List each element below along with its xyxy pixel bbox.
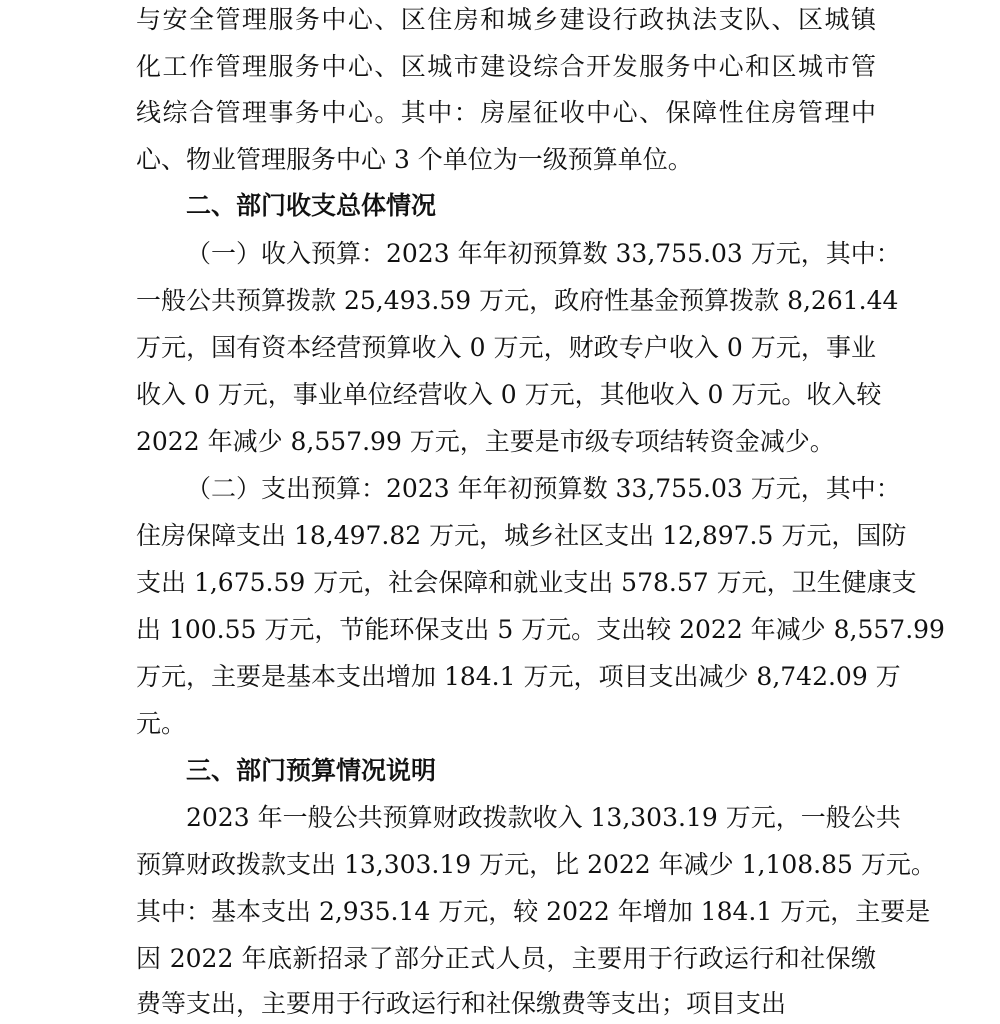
paragraph-line: 万元，国有资本经营预算收入 0 万元，财政专户收入 0 万元，事业 bbox=[136, 333, 876, 362]
paragraph-line: 2022 年减少 8,557.99 万元，主要是市级专项结转资金减少。 bbox=[136, 427, 835, 456]
paragraph-line: 其中：基本支出 2,935.14 万元，较 2022 年增加 184.1 万元，主要是 bbox=[136, 897, 931, 926]
paragraph-line: 2023 年一般公共预算财政拨款收入 13,303.19 万元，一般公共 bbox=[186, 803, 901, 832]
paragraph-line: 元。 bbox=[136, 709, 187, 738]
paragraph-line: （一）收入预算：2023 年年初预算数 33,755.03 万元，其中： bbox=[186, 239, 901, 268]
paragraph-line: 出 100.55 万元，节能环保支出 5 万元。支出较 2022 年减少 8,557.99 bbox=[136, 615, 945, 644]
paragraph-line: 线综合管理事务中心。其中：房屋征收中心、保障性住房管理中 bbox=[136, 98, 876, 127]
section-heading: 二、部门收支总体情况 bbox=[186, 191, 437, 220]
paragraph-line: 一般公共预算拨款 25,493.59 万元，政府性基金预算拨款 8,261.44 bbox=[136, 286, 899, 315]
paragraph-line: 预算财政拨款支出 13,303.19 万元，比 2022 年减少 1,108.85 万元。 bbox=[136, 850, 936, 879]
paragraph-line: 心、物业管理服务中心 3 个单位为一级预算单位。 bbox=[136, 145, 693, 174]
paragraph-line: 支出 1,675.59 万元，社会保障和就业支出 578.57 万元，卫生健康支 bbox=[136, 568, 917, 597]
paragraph-line: （二）支出预算：2023 年年初预算数 33,755.03 万元，其中： bbox=[186, 474, 901, 503]
paragraph-line: 住房保障支出 18,497.82 万元，城乡社区支出 12,897.5 万元，国防 bbox=[136, 521, 907, 550]
paragraph-line: 万元，主要是基本支出增加 184.1 万元，项目支出减少 8,742.09 万 bbox=[136, 662, 901, 691]
paragraph-line: 与安全管理服务中心、区住房和城乡建设行政执法支队、区城镇 bbox=[136, 5, 876, 34]
paragraph-line: 因 2022 年底新招录了部分正式人员，主要用于行政运行和社保缴 bbox=[136, 944, 876, 973]
paragraph-line: 收入 0 万元，事业单位经营收入 0 万元，其他收入 0 万元。收入较 bbox=[136, 380, 882, 409]
paragraph-line: 化工作管理服务中心、区城市建设综合开发服务中心和区城市管 bbox=[136, 52, 876, 81]
section-heading: 三、部门预算情况说明 bbox=[186, 756, 437, 785]
paragraph-line: 费等支出，主要用于行政运行和社保缴费等支出；项目支出 bbox=[136, 989, 787, 1018]
